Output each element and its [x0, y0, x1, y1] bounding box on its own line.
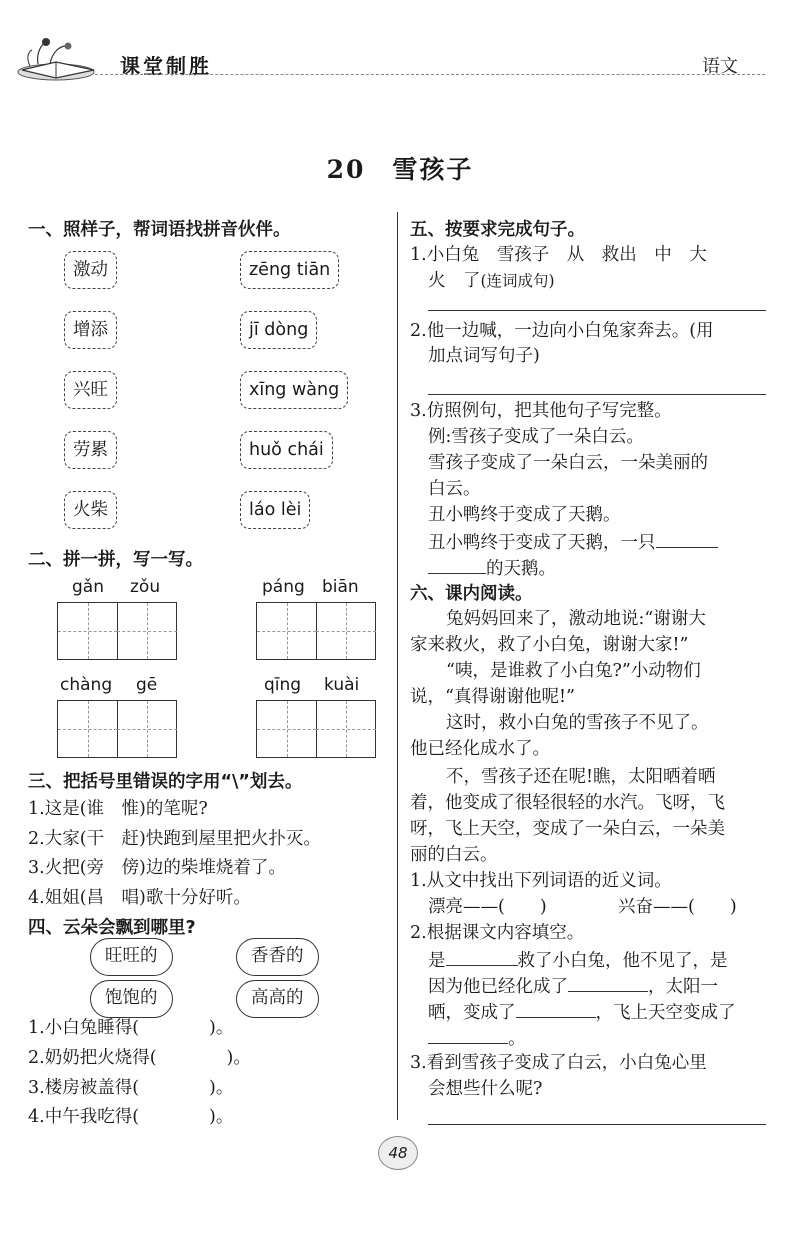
blank[interactable]	[428, 554, 486, 574]
question-item: 1.小白兔睡得( )。	[28, 1018, 234, 1038]
reading-line: 丽的白云。	[410, 845, 498, 865]
question-text: 丑小鸭终于变成了天鹅，一只	[428, 533, 656, 553]
blank[interactable]	[446, 946, 518, 966]
grid-cell[interactable]	[58, 701, 118, 757]
book-icon	[16, 34, 102, 82]
writing-grid[interactable]	[57, 700, 177, 758]
question-text: 1.小白兔 雪孩子 从 救出 中 大	[410, 245, 707, 265]
grid-cell[interactable]	[257, 603, 317, 659]
question-text: 3.看到雪孩子变成了白云，小白兔心里	[410, 1053, 707, 1073]
question-text-line	[428, 268, 555, 294]
question-item: 1.这是(谁 惟)的笔呢?	[28, 799, 208, 819]
grid-cell[interactable]	[58, 603, 118, 659]
answer-line[interactable]	[428, 394, 766, 395]
question-text: 晒，变成了	[428, 1003, 516, 1023]
blank[interactable]	[516, 998, 596, 1018]
synonym-prompt: 兴奋——( )	[618, 897, 737, 917]
question-text: 火 了	[428, 271, 481, 291]
pinyin-box: zēng tiān	[240, 251, 339, 289]
word-box: 兴旺	[64, 371, 117, 409]
question-item: 4.姐姐(昌 唱)歌十分好听。	[28, 888, 251, 908]
question-text: ，太阳一	[648, 977, 718, 997]
answer-line[interactable]	[428, 1124, 766, 1125]
blank[interactable]	[656, 528, 718, 548]
writing-grid[interactable]	[256, 602, 376, 660]
pinyin-box: jī dòng	[240, 311, 317, 349]
reading-line: 着，他变成了很轻很轻的水汽。飞呀，飞	[410, 793, 725, 813]
question-text: 会想些什么呢?	[428, 1079, 543, 1099]
grid-cell[interactable]	[117, 701, 177, 757]
reading-line: 不，雪孩子还在呢!瞧，太阳晒着晒	[446, 767, 716, 787]
pinyin-syllable: kuài	[324, 675, 360, 695]
writing-grid[interactable]	[256, 700, 376, 758]
reading-line: 家来救火，救了小白兔，谢谢大家!”	[410, 635, 689, 655]
pinyin-syllable: zǒu	[130, 577, 161, 597]
fill-line	[428, 554, 556, 582]
example-text: 雪孩子变成了一朵白云，一朵美丽的	[428, 453, 708, 473]
answer-line[interactable]	[428, 310, 766, 311]
pinyin-syllable: biān	[322, 577, 359, 597]
column-divider	[397, 212, 398, 1120]
reading-line: 他已经化成水了。	[410, 739, 550, 759]
word-box: 激动	[64, 251, 117, 289]
header-subject: 语文	[702, 56, 738, 77]
reading-line: 兔妈妈回来了，激动地说:“谢谢大	[446, 609, 706, 629]
question-text: 因为他已经化成了	[428, 977, 568, 997]
section-2-heading: 二、拼一拼，写一写。	[28, 550, 203, 570]
header-divider	[95, 74, 765, 75]
reading-line: 呀，飞上天空，变成了一朵白云，一朵美	[410, 819, 725, 839]
section-1-heading: 一、照样子，帮词语找拼音伙伴。	[28, 220, 291, 240]
example-text: 丑小鸭终于变成了天鹅。	[428, 505, 621, 525]
question-item: 3.火把(旁 傍)边的柴堆烧着了。	[28, 858, 286, 878]
pinyin-box: huǒ chái	[240, 431, 333, 469]
fill-line	[428, 1024, 526, 1052]
reading-line: 这时，救小白兔的雪孩子不见了。	[446, 713, 709, 733]
question-text: 3.仿照例句，把其他句子写完整。	[410, 401, 672, 421]
cloud-word: 饱饱的	[90, 980, 173, 1018]
question-text: 。	[508, 1029, 526, 1049]
question-text: ，飞上天空变成了	[595, 1003, 736, 1023]
grid-cell[interactable]	[316, 603, 376, 659]
question-text: 2.根据课文内容填空。	[410, 923, 585, 943]
fill-line	[428, 972, 718, 1000]
example-text: 例:雪孩子变成了一朵白云。	[428, 427, 644, 447]
question-text: 加点词写句子)	[428, 346, 540, 366]
synonym-prompt: 漂亮——( )	[428, 897, 547, 917]
question-text: 是	[428, 951, 446, 971]
pinyin-syllable: qīng	[264, 675, 302, 695]
cloud-word: 香香的	[236, 938, 319, 976]
example-text: 白云。	[428, 479, 481, 499]
question-note: (连词成句)	[480, 272, 555, 290]
section-5-heading: 五、按要求完成句子。	[410, 220, 585, 240]
blank[interactable]	[568, 972, 648, 992]
pinyin-syllable: gǎn	[72, 577, 104, 597]
fill-line	[428, 998, 736, 1026]
grid-cell[interactable]	[257, 701, 317, 757]
pinyin-syllable: gē	[136, 675, 158, 695]
writing-grid[interactable]	[57, 602, 177, 660]
section-4-heading: 四、云朵会飘到哪里?	[28, 918, 196, 938]
question-item: 3.楼房被盖得( )。	[28, 1078, 234, 1098]
page-number: 48	[378, 1136, 418, 1170]
question-item: 2.大家(干 赶)快跑到屋里把火扑灭。	[28, 829, 321, 849]
pinyin-box: xīng wàng	[240, 371, 348, 409]
word-box: 火柴	[64, 491, 117, 529]
pinyin-syllable: páng	[262, 577, 305, 597]
cloud-word: 高高的	[236, 980, 319, 1018]
lesson-title: 20 雪孩子	[326, 155, 474, 184]
grid-cell[interactable]	[316, 701, 376, 757]
header-title: 课堂制胜	[120, 54, 212, 78]
fill-line	[428, 946, 728, 974]
pinyin-box: láo lèi	[240, 491, 310, 529]
question-text: 1.从文中找出下列词语的近义词。	[410, 871, 672, 891]
fill-line	[428, 528, 718, 556]
question-text: 的天鹅。	[486, 559, 556, 579]
grid-cell[interactable]	[117, 603, 177, 659]
section-3-heading: 三、把括号里错误的字用“\”划去。	[28, 772, 303, 792]
question-item: 4.中午我吃得( )。	[28, 1107, 234, 1127]
word-box: 劳累	[64, 431, 117, 469]
reading-line: “咦，是谁救了小白兔?”小动物们	[446, 661, 701, 681]
reading-line: 说，“真得谢谢他呢!”	[410, 687, 575, 707]
word-box: 增添	[64, 311, 117, 349]
question-item: 2.奶奶把火烧得( )。	[28, 1048, 251, 1068]
pinyin-syllable: chàng	[60, 675, 113, 695]
section-6-heading: 六、课内阅读。	[410, 584, 533, 604]
question-text: 救了小白兔，他不见了，是	[517, 951, 728, 971]
cloud-word: 旺旺的	[90, 938, 173, 976]
blank[interactable]	[428, 1024, 508, 1044]
question-text: 2.他一边喊，一边向小白兔家奔去。(用	[410, 321, 714, 341]
